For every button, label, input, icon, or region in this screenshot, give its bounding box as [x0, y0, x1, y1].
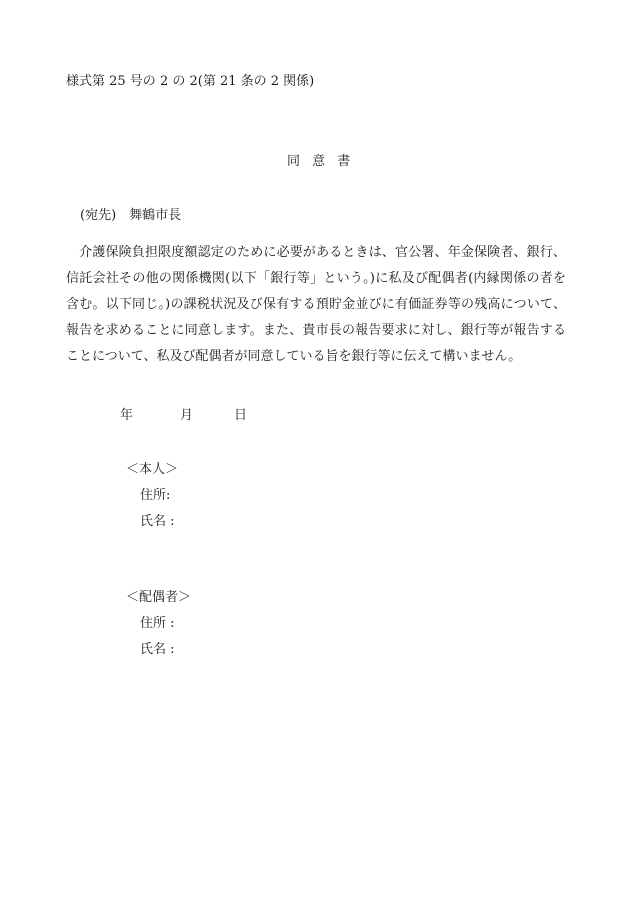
date-month-label: 月	[180, 408, 194, 423]
date-year-label: 年	[120, 408, 134, 423]
self-name-label: 氏名 :	[140, 514, 175, 529]
date-day-label: 日	[234, 408, 248, 423]
spouse-address-label: 住所 :	[140, 616, 175, 631]
spouse-section-header: ＜配偶者＞	[126, 590, 192, 605]
document-title: 同 意 書	[287, 154, 355, 169]
self-section-header: ＜本人＞	[126, 462, 179, 477]
consent-paragraph: 介護保険負担限度額認定のために必要があるときは、官公署、年金保険者、銀行、信託会社その他の関係機関(以下「銀行等」という。)に私及び配偶者(内縁関係の者を含む。以下同じ。)の課税状況及び保有する預貯金並びに有価証券等の残高について、報告を求めることに同意します。また、貴市長の報告要求に対し、銀行等が報告することについて、私及び配偶者が同意している旨を銀行等に伝えて構いません。	[66, 245, 566, 364]
form-number: 様式第 25 号の 2 の 2(第 21 条の 2 関係)	[66, 74, 315, 89]
consent-body	[66, 240, 566, 370]
self-address-label: 住所:	[140, 488, 171, 503]
addressee: (宛先) 舞鶴市長	[80, 208, 182, 223]
spouse-name-label: 氏名 :	[140, 642, 175, 657]
